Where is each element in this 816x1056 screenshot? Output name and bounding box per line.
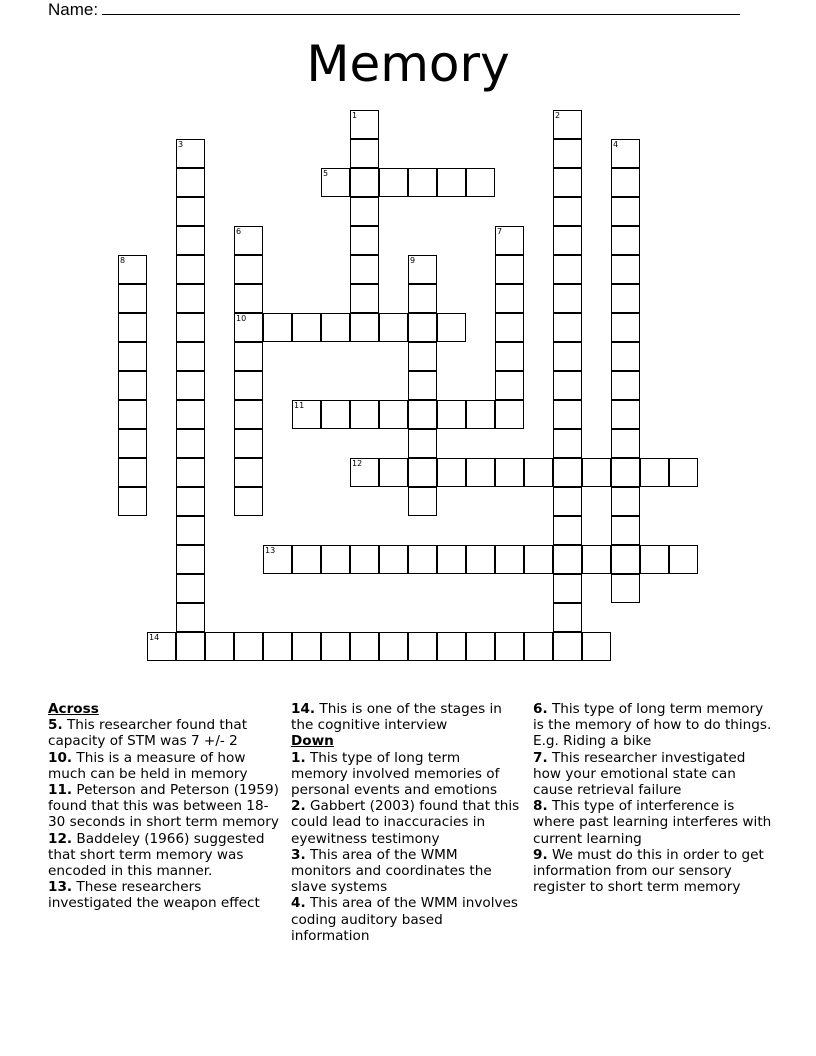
grid-cell[interactable] bbox=[640, 458, 669, 487]
grid-cell[interactable] bbox=[176, 574, 205, 603]
grid-cell[interactable] bbox=[437, 313, 466, 342]
grid-cell[interactable] bbox=[553, 400, 582, 429]
grid-cell[interactable] bbox=[350, 632, 379, 661]
clue-down-7: 7. This researcher investigated how your emotional state can cause retrieval failure bbox=[533, 749, 746, 799]
grid-cell[interactable] bbox=[350, 197, 379, 226]
grid-cell[interactable] bbox=[669, 458, 698, 487]
cell-number: 11 bbox=[294, 401, 305, 410]
grid-cell[interactable] bbox=[408, 255, 437, 284]
grid-cell[interactable] bbox=[176, 313, 205, 342]
grid-cell[interactable] bbox=[176, 371, 205, 400]
grid-cell[interactable] bbox=[321, 168, 350, 197]
cell-number: 4 bbox=[613, 140, 619, 149]
clues-column-1 bbox=[48, 701, 284, 912]
clue-down-4: 4. This area of the WMM involves coding auditory based information bbox=[291, 895, 518, 944]
clues-column-3 bbox=[533, 701, 773, 895]
grid-cell[interactable] bbox=[611, 400, 640, 429]
grid-cell[interactable] bbox=[234, 342, 263, 371]
grid-cell[interactable] bbox=[408, 400, 437, 429]
grid-cell[interactable] bbox=[379, 632, 408, 661]
grid-cell[interactable] bbox=[553, 458, 582, 487]
grid-cell[interactable] bbox=[553, 284, 582, 313]
grid-cell[interactable] bbox=[611, 516, 640, 545]
grid-cell[interactable] bbox=[234, 371, 263, 400]
grid-cell[interactable] bbox=[118, 429, 147, 458]
grid-cell[interactable] bbox=[176, 255, 205, 284]
grid-cell[interactable] bbox=[553, 168, 582, 197]
grid-cell[interactable] bbox=[611, 313, 640, 342]
grid-cell[interactable] bbox=[234, 313, 263, 342]
grid-cell[interactable] bbox=[553, 226, 582, 255]
cell-number: 2 bbox=[555, 111, 561, 120]
down-heading: Down bbox=[291, 733, 334, 750]
grid-cell[interactable] bbox=[553, 255, 582, 284]
grid-cell[interactable] bbox=[263, 313, 292, 342]
grid-cell[interactable] bbox=[379, 313, 408, 342]
grid-cell[interactable] bbox=[408, 429, 437, 458]
grid-cell[interactable] bbox=[350, 545, 379, 574]
across-heading: Across bbox=[48, 701, 99, 717]
grid-cell[interactable] bbox=[466, 168, 495, 197]
grid-cell[interactable] bbox=[379, 545, 408, 574]
grid-cell[interactable] bbox=[234, 429, 263, 458]
grid-cell[interactable] bbox=[524, 545, 553, 574]
grid-cell[interactable] bbox=[495, 284, 524, 313]
grid-cell[interactable] bbox=[263, 632, 292, 661]
grid-cell[interactable] bbox=[176, 197, 205, 226]
grid-cell[interactable] bbox=[176, 487, 205, 516]
grid-cell[interactable] bbox=[553, 110, 582, 139]
grid-cell[interactable] bbox=[408, 545, 437, 574]
grid-cell[interactable] bbox=[234, 632, 263, 661]
grid-cell[interactable] bbox=[118, 400, 147, 429]
grid-cell[interactable] bbox=[466, 545, 495, 574]
grid-cell[interactable] bbox=[408, 168, 437, 197]
grid-cell[interactable] bbox=[524, 632, 553, 661]
grid-cell[interactable] bbox=[118, 313, 147, 342]
grid-cell[interactable] bbox=[495, 632, 524, 661]
grid-cell[interactable] bbox=[611, 371, 640, 400]
grid-cell[interactable] bbox=[611, 458, 640, 487]
grid-cell[interactable] bbox=[234, 284, 263, 313]
grid-cell[interactable] bbox=[408, 371, 437, 400]
grid-cell[interactable] bbox=[553, 632, 582, 661]
grid-cell[interactable] bbox=[553, 342, 582, 371]
cell-number: 14 bbox=[149, 633, 160, 642]
grid-cell[interactable] bbox=[350, 400, 379, 429]
grid-cell[interactable] bbox=[350, 168, 379, 197]
grid-cell[interactable] bbox=[350, 284, 379, 313]
grid-cell[interactable] bbox=[437, 632, 466, 661]
grid-cell[interactable] bbox=[263, 545, 292, 574]
clue-down-1: 1. This type of long term memory involved memories of personal events and emotions bbox=[291, 749, 500, 799]
cell-number: 9 bbox=[410, 256, 416, 265]
grid-cell[interactable] bbox=[553, 487, 582, 516]
clue-across-14: 14. This is one of the stages in the cognitive interview bbox=[291, 701, 502, 734]
puzzle-title: Memory bbox=[306, 35, 510, 93]
grid-cell[interactable] bbox=[495, 400, 524, 429]
clues-column-2 bbox=[291, 701, 521, 944]
grid-cell[interactable] bbox=[553, 371, 582, 400]
grid-cell[interactable] bbox=[350, 110, 379, 139]
grid-cell[interactable] bbox=[495, 226, 524, 255]
grid-cell[interactable] bbox=[408, 284, 437, 313]
grid-cell[interactable] bbox=[611, 197, 640, 226]
clue-down-9: 9. We must do this in order to get information from our sensory register to short term memory bbox=[533, 846, 764, 896]
grid-cell[interactable] bbox=[350, 458, 379, 487]
grid-cell[interactable] bbox=[176, 458, 205, 487]
grid-cell[interactable] bbox=[640, 545, 669, 574]
grid-cell[interactable] bbox=[466, 400, 495, 429]
grid-cell[interactable] bbox=[495, 313, 524, 342]
grid-cell[interactable] bbox=[176, 400, 205, 429]
grid-cell[interactable] bbox=[292, 313, 321, 342]
clue-across-12: 12. Baddeley (1966) suggested that short term memory was encoded in this manner. bbox=[48, 830, 265, 880]
grid-cell[interactable] bbox=[118, 458, 147, 487]
grid-cell[interactable] bbox=[553, 574, 582, 603]
grid-cell[interactable] bbox=[495, 458, 524, 487]
clue-across-10: 10. This is a measure of how much can be held in memory bbox=[48, 749, 248, 782]
grid-cell[interactable] bbox=[408, 487, 437, 516]
grid-cell[interactable] bbox=[292, 545, 321, 574]
grid-cell[interactable] bbox=[611, 487, 640, 516]
grid-cell[interactable] bbox=[350, 255, 379, 284]
grid-cell[interactable] bbox=[234, 487, 263, 516]
grid-cell[interactable] bbox=[176, 284, 205, 313]
grid-cell[interactable] bbox=[118, 342, 147, 371]
grid-cell[interactable] bbox=[611, 545, 640, 574]
grid-cell[interactable] bbox=[437, 400, 466, 429]
grid-cell[interactable] bbox=[176, 603, 205, 632]
grid-cell[interactable] bbox=[611, 284, 640, 313]
grid-cell[interactable] bbox=[379, 168, 408, 197]
grid-cell[interactable] bbox=[321, 313, 350, 342]
grid-cell[interactable] bbox=[553, 516, 582, 545]
grid-cell[interactable] bbox=[408, 632, 437, 661]
grid-cell[interactable] bbox=[466, 632, 495, 661]
grid-cell[interactable] bbox=[437, 458, 466, 487]
grid-cell[interactable] bbox=[176, 342, 205, 371]
grid-cell[interactable] bbox=[176, 429, 205, 458]
grid-cell[interactable] bbox=[118, 284, 147, 313]
cell-number: 6 bbox=[236, 227, 242, 236]
grid-cell[interactable] bbox=[582, 632, 611, 661]
clue-down-6: 6. This type of long term memory is the memory of how to do things. E.g. Riding a bike bbox=[533, 701, 772, 750]
grid-cell[interactable] bbox=[176, 632, 205, 661]
grid-cell[interactable] bbox=[176, 168, 205, 197]
cell-number: 1 bbox=[352, 111, 358, 120]
grid-cell[interactable] bbox=[321, 400, 350, 429]
cell-number: 13 bbox=[265, 546, 276, 555]
clue-across-13: 13. These researchers investigated the weapon effect bbox=[48, 879, 260, 912]
grid-cell[interactable] bbox=[118, 371, 147, 400]
grid-cell[interactable] bbox=[408, 458, 437, 487]
grid-cell[interactable] bbox=[553, 603, 582, 632]
grid-cell[interactable] bbox=[611, 574, 640, 603]
grid-cell[interactable] bbox=[611, 429, 640, 458]
grid-cell[interactable] bbox=[582, 545, 611, 574]
grid-cell[interactable] bbox=[205, 632, 234, 661]
grid-cell[interactable] bbox=[611, 226, 640, 255]
grid-cell[interactable] bbox=[147, 632, 176, 661]
clue-down-3: 3. This area of the WMM monitors and coordinates the slave systems bbox=[291, 846, 492, 896]
grid-cell[interactable] bbox=[495, 255, 524, 284]
grid-cell[interactable] bbox=[582, 458, 611, 487]
clue-down-8: 8. This type of interference is where past learning interferes with current learning bbox=[533, 798, 772, 847]
grid-cell[interactable] bbox=[292, 632, 321, 661]
cell-number: 7 bbox=[497, 227, 503, 236]
clue-across-5: 5. This researcher found that capacity of STM was 7 +/- 2 bbox=[48, 717, 248, 750]
grid-cell[interactable] bbox=[321, 545, 350, 574]
grid-cell[interactable] bbox=[495, 342, 524, 371]
grid-cell[interactable] bbox=[379, 400, 408, 429]
grid-cell[interactable] bbox=[408, 342, 437, 371]
cell-number: 10 bbox=[236, 314, 247, 323]
grid-cell[interactable] bbox=[553, 197, 582, 226]
grid-cell[interactable] bbox=[495, 545, 524, 574]
grid-cell[interactable] bbox=[408, 313, 437, 342]
grid-cell[interactable] bbox=[234, 255, 263, 284]
grid-cell[interactable] bbox=[553, 139, 582, 168]
grid-cell[interactable] bbox=[553, 313, 582, 342]
grid-cell[interactable] bbox=[176, 139, 205, 168]
cell-number: 3 bbox=[178, 140, 184, 149]
grid-cell[interactable] bbox=[350, 139, 379, 168]
name-label: Name: bbox=[48, 0, 99, 19]
grid-cell[interactable] bbox=[234, 458, 263, 487]
grid-cell[interactable] bbox=[611, 139, 640, 168]
grid-cell[interactable] bbox=[292, 400, 321, 429]
cell-number: 8 bbox=[120, 256, 126, 265]
cell-number: 12 bbox=[352, 459, 363, 468]
cell-number: 5 bbox=[323, 169, 329, 178]
grid-cell[interactable] bbox=[118, 487, 147, 516]
grid-cell[interactable] bbox=[176, 226, 205, 255]
clue-across-11: 11. Peterson and Peterson (1959) found that this was between 18-30 seconds in short term memory bbox=[48, 782, 279, 831]
grid-cell[interactable] bbox=[524, 458, 553, 487]
grid-cell[interactable] bbox=[350, 313, 379, 342]
grid-cell[interactable] bbox=[495, 371, 524, 400]
grid-cell[interactable] bbox=[350, 226, 379, 255]
grid-cell[interactable] bbox=[553, 429, 582, 458]
grid-cell[interactable] bbox=[176, 516, 205, 545]
clue-down-2: 2. Gabbert (2003) found that this could lead to inaccuracies in eyewitness testimony bbox=[291, 798, 520, 847]
grid-cell[interactable] bbox=[234, 226, 263, 255]
grid-cell[interactable] bbox=[669, 545, 698, 574]
grid-cell[interactable] bbox=[611, 168, 640, 197]
grid-cell[interactable] bbox=[611, 255, 640, 284]
grid-cell[interactable] bbox=[118, 255, 147, 284]
grid-cell[interactable] bbox=[437, 545, 466, 574]
grid-cell[interactable] bbox=[437, 168, 466, 197]
grid-cell[interactable] bbox=[466, 458, 495, 487]
grid-cell[interactable] bbox=[321, 632, 350, 661]
grid-cell[interactable] bbox=[553, 545, 582, 574]
grid-cell[interactable] bbox=[234, 400, 263, 429]
grid-cell[interactable] bbox=[176, 545, 205, 574]
grid-cell[interactable] bbox=[611, 342, 640, 371]
grid-cell[interactable] bbox=[379, 458, 408, 487]
